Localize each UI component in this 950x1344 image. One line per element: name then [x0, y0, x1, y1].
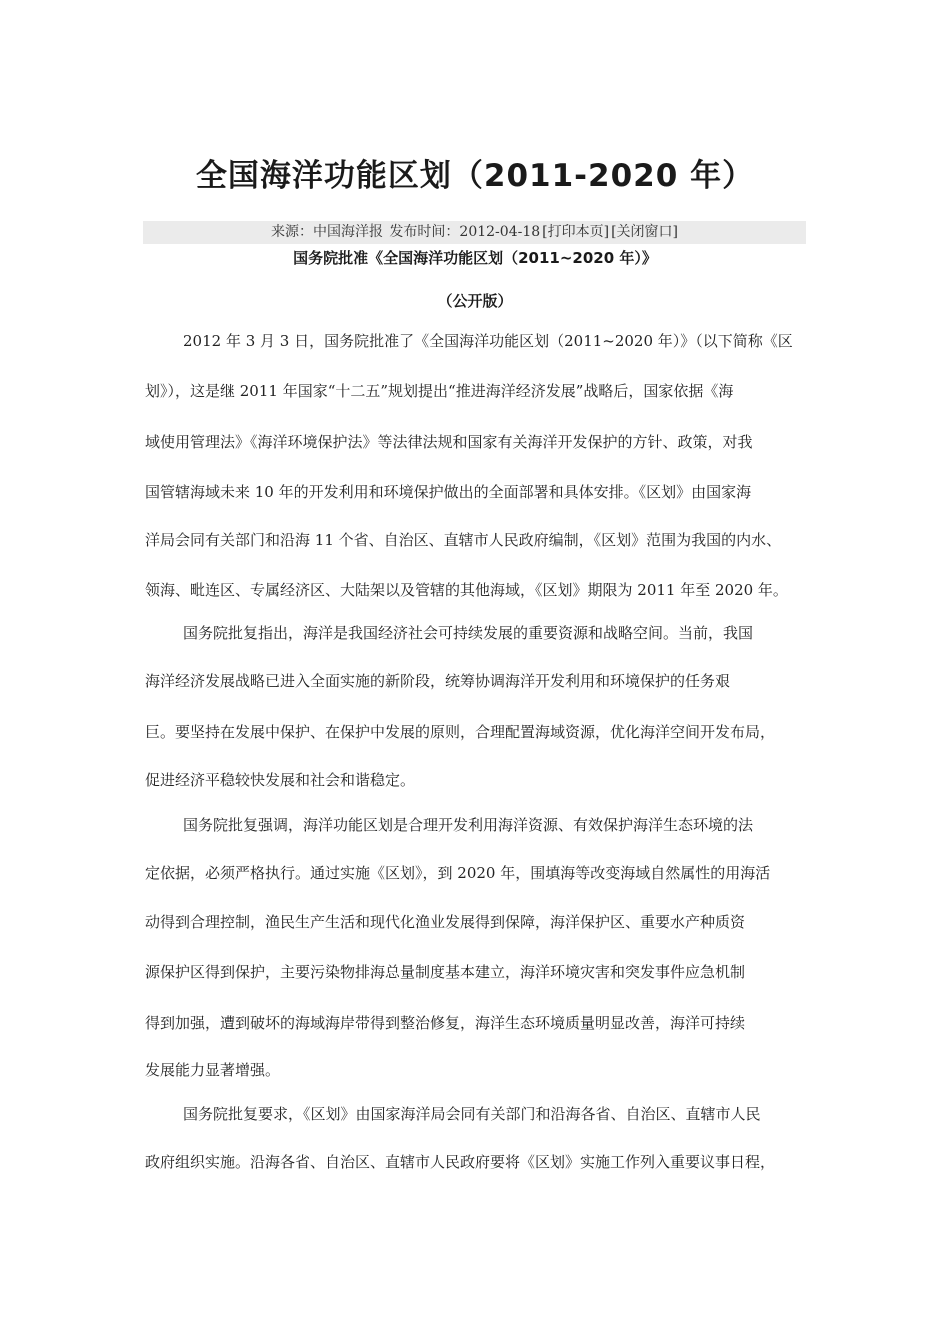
body-line: 政府组织实施。沿海各省、自治区、直辖市人民政府要将《区划》实施工作列入重要议事日程，: [145, 1153, 776, 1171]
body-line: 发展能力显著增强。: [145, 1061, 281, 1079]
body-line: 国务院批复指出，海洋是我国经济社会可持续发展的重要资源和战略空间。当前，我国: [183, 624, 754, 642]
body-line: 巨。要坚持在发展中保护、在保护中发展的原则，合理配置海域资源，优化海洋空间开发布局，: [145, 723, 776, 741]
body-line: 源保护区得到保护，主要污染物排海总量制度基本建立，海洋环境灾害和突发事件应急机制: [145, 963, 746, 981]
body-line: 动得到合理控制，渔民生产生活和现代化渔业发展得到保障，海洋保护区、重要水产种质资: [145, 913, 746, 931]
body-line: 域使用管理法》《海洋环境保护法》等法律法规和国家有关海洋开发保护的方针、政策，对我: [145, 433, 753, 451]
page-title: 全国海洋功能区划（2011-2020 年）: [195, 158, 755, 194]
article-subtitle: 国务院批准《全国海洋功能区划（2011~2020 年）》: [293, 249, 657, 267]
body-line: 促进经济平稳较快发展和社会和谐稳定。: [145, 771, 416, 789]
body-line: 国务院批复强调，海洋功能区划是合理开发利用海洋资源、有效保护海洋生态环境的法: [183, 816, 754, 834]
source-text: 来源：中国海洋报: [270, 224, 383, 240]
close-window-link[interactable]: [关闭窗口]: [611, 224, 679, 240]
body-line: 划》），这是继 2011 年国家“十二五”规划提出“推进海洋经济发展”战略后，国家依据《海: [145, 382, 734, 400]
body-line: 国务院批复要求，《区划》由国家海洋局会同有关部门和沿海各省、自治区、直辖市人民: [183, 1105, 761, 1123]
print-page-link[interactable]: [打印本页]: [542, 224, 610, 240]
body-line: 定依据，必须严格执行。通过实施《区划》，到 2020 年，围填海等改变海域自然属性的用海活: [145, 864, 771, 882]
body-line: 领海、毗连区、专属经济区、大陆架以及管辖的其他海域，《区划》期限为 2011 年至 2020 年。: [145, 581, 788, 599]
body-line: 海洋经济发展战略已进入全面实施的新阶段，统筹协调海洋开发利用和环境保护的任务艰: [145, 672, 731, 690]
publish-time: 发布时间：2012-04-18: [389, 224, 541, 240]
body-line: 2012 年 3 月 3 日，国务院批准了《全国海洋功能区划（2011~2020 年）》（以下简称《区: [183, 332, 793, 350]
edition-label: （公开版）: [437, 292, 513, 310]
body-line: 洋局会同有关部门和沿海 11 个省、自治区、直辖市人民政府编制，《区划》范围为我国的内水、: [145, 531, 782, 549]
meta-bar: [143, 221, 806, 244]
body-line: 国管辖海域未来 10 年的开发利用和环境保护做出的全面部署和具体安排。《区划》由国家海: [145, 483, 752, 501]
body-line: 得到加强，遭到破坏的海域海岸带得到整治修复，海洋生态环境质量明显改善，海洋可持续: [145, 1014, 746, 1032]
